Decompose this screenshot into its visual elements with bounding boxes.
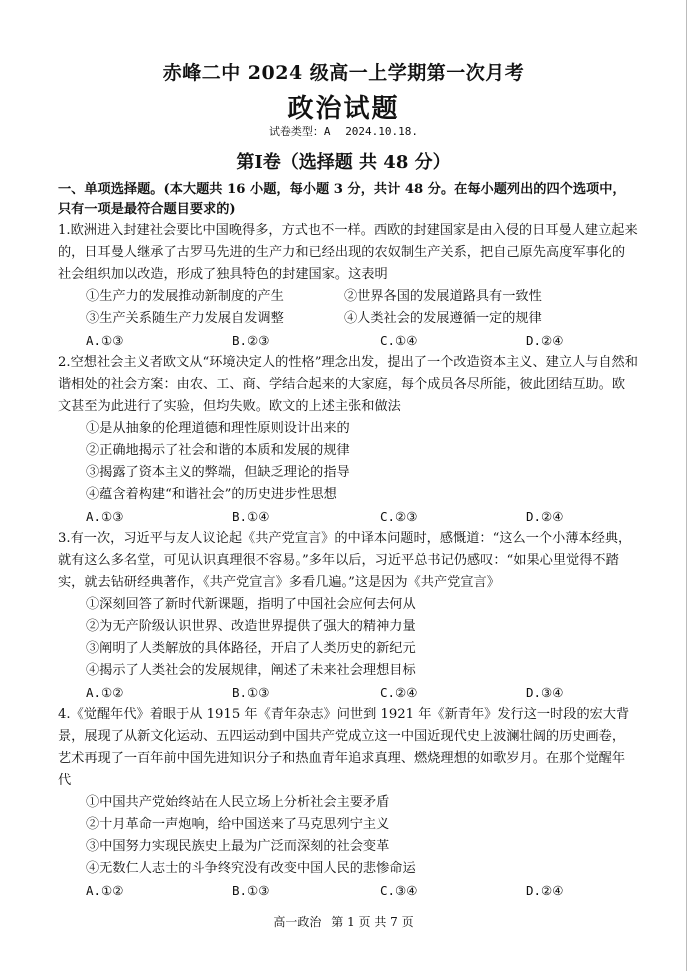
option-d: D.②④ <box>526 883 564 898</box>
statement-row <box>58 308 638 330</box>
statement: ②正确地揭示了社会和谐的本质和发展的规律 <box>86 443 350 458</box>
question-stem: 4.《觉醒年代》着眼于从 1915 年《青年杂志》问世到 1921 年《新青年》发行这一时段的宏大背景，展现了从新文化运动、五四运动到中国共产党成立这一中国近现代史上波澜壮阔的历史画卷，艺术再现了一百年前中国先进知识分子和热血青年追求真理、燃烧理想的如歌岁月。在那个觉醒年代 <box>58 707 630 788</box>
option-d: D.③④ <box>526 685 564 700</box>
answer-options <box>58 506 638 528</box>
statement: ③阐明了人类解放的具体路径，开启了人类历史的新纪元 <box>86 641 416 656</box>
page-footer <box>0 913 687 930</box>
answer-options <box>58 330 638 352</box>
statement: ②为无产阶级认识世界、改造世界提供了强大的精神力量 <box>86 619 416 634</box>
footer-page-number: 第 1 页 共 7 页 <box>331 915 414 929</box>
option-c: C.②④ <box>380 685 418 700</box>
statement: ②十月革命一声炮响，给中国送来了马克思列宁主义 <box>86 817 390 832</box>
statement: ①是从抽象的伦理道德和理性原则设计出来的 <box>86 421 350 436</box>
option-c: C.①④ <box>380 333 418 348</box>
option-b: B.①④ <box>232 509 270 524</box>
section-title: 第Ⅰ卷（选择题 共 48 分） <box>236 152 451 173</box>
statement: ③揭露了资本主义的弊端，但缺乏理论的指导 <box>86 465 350 480</box>
option-a: A.①② <box>86 685 124 700</box>
statement: ②世界各国的发展道路具有一致性 <box>344 289 542 304</box>
option-b: B.①③ <box>232 685 270 700</box>
question-stem: 3.有一次，习近平与友人议论起《共产党宣言》的中译本问题时，感慨道：“这么一个小薄本经典，就有这么多名堂，可见认识真理很不容易。”多年以后，习近平总书记仍感叹：“如果心里觉得不踏实，就去钻研经典著作，《共产党宣言》多看几遍。”这是因为《共产党宣言》 <box>58 531 632 590</box>
answer-options <box>58 880 638 902</box>
question-stem: 2.空想社会主义者欧文从“环境决定人的性格”理念出发，提出了一个改造资本主义、建立人与自然和谐相处的社会方案：由农、工、商、学结合起来的大家庭，每个成员各尽所能，彼此团结互助。欧文甚至为此进行了实验，但均失败。欧文的上述主张和做法 <box>58 355 638 414</box>
statement: ④人类社会的发展遵循一定的规律 <box>344 311 542 326</box>
option-d: D.②④ <box>526 333 564 348</box>
statement: ④蕴含着构建“和谐社会”的历史进步性思想 <box>86 487 337 502</box>
question-stem: 1.欧洲进入封建社会要比中国晚得多，方式也不一样。西欧的封建国家是由入侵的日耳曼人建立起来的，日耳曼人继承了古罗马先进的生产力和已经出现的农奴制生产关系，把自己原先高度军事化的社会组织加以改造，形成了独具特色的封建国家。这表明 <box>58 223 638 282</box>
statement: ④无数仁人志士的斗争终究没有改变中国人民的悲惨命运 <box>86 861 416 876</box>
statement-row <box>58 286 638 308</box>
question-3 <box>58 528 638 704</box>
section-instructions: 一、单项选择题。(本大题共 16 小题，每小题 3 分，共计 48 分。在每小题列出的四个选项中，只有一项是最符合题目要求的) <box>58 182 626 217</box>
option-c: C.②③ <box>380 509 418 524</box>
option-d: D.②④ <box>526 509 564 524</box>
exam-title: 赤峰二中 2024 级高一上学期第一次月考 <box>162 62 525 84</box>
statement: ③生产关系随生产力发展自发调整 <box>86 311 284 326</box>
option-a: A.①③ <box>86 333 124 348</box>
exam-meta <box>0 123 687 139</box>
statement: ①生产力的发展推动新制度的产生 <box>86 289 284 304</box>
question-1 <box>58 220 638 352</box>
answer-options <box>58 682 638 704</box>
option-b: B.②③ <box>232 333 270 348</box>
statement: ①深刻回答了新时代新课题，指明了中国社会应何去何从 <box>86 597 416 612</box>
footer-subject: 高一政治 <box>273 915 322 929</box>
option-c: C.③④ <box>380 883 418 898</box>
option-a: A.①② <box>86 883 124 898</box>
question-4 <box>58 704 638 902</box>
question-2 <box>58 352 638 528</box>
option-a: A.①③ <box>86 509 124 524</box>
statement: ④揭示了人类社会的发展规律，阐述了未来社会理想目标 <box>86 663 416 678</box>
subject-title: 政治试题 <box>287 94 400 124</box>
exam-date: 2024.10.18. <box>345 125 419 138</box>
exam-type: 试卷类型：A <box>268 125 331 138</box>
questions-area <box>58 180 638 902</box>
statement: ③中国努力实现民族史上最为广泛而深刻的社会变革 <box>86 839 390 854</box>
statement: ①中国共产党始终站在人民立场上分析社会主要矛盾 <box>86 795 390 810</box>
option-b: B.①③ <box>232 883 270 898</box>
